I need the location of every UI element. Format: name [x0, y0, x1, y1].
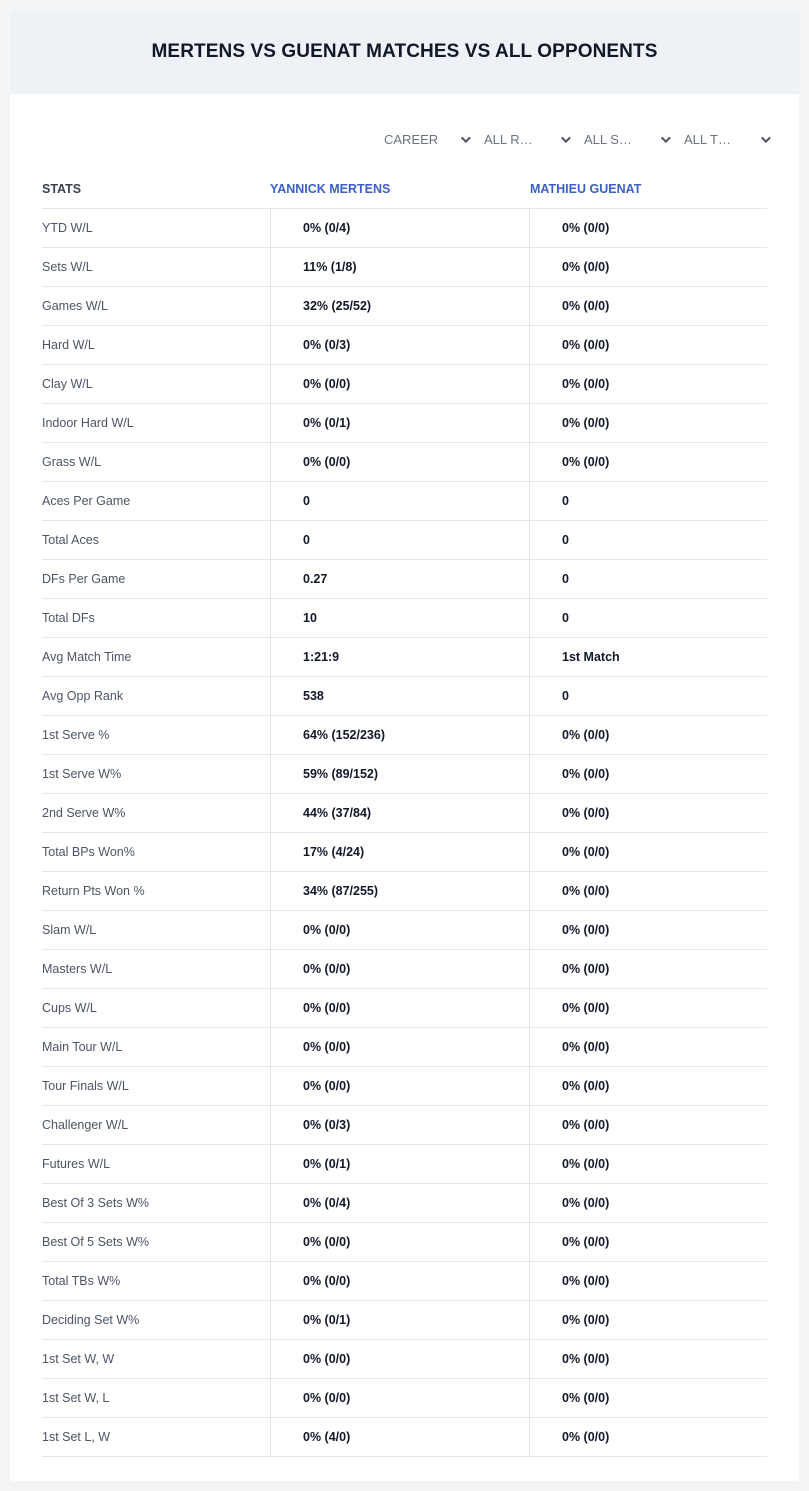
player1-link[interactable]: YANNICK MERTENS	[270, 182, 391, 196]
player1-value: 59% (89/152)	[270, 755, 529, 793]
table-row	[42, 560, 767, 599]
player2-value: 0% (0/0)	[529, 1184, 767, 1222]
stat-label: Masters W/L	[42, 962, 113, 976]
table-row	[42, 716, 767, 755]
stat-label: Best Of 5 Sets W%	[42, 1235, 149, 1249]
stat-label: Deciding Set W%	[42, 1313, 140, 1327]
player1-value: 17% (4/24)	[270, 833, 529, 871]
player2-value: 0% (0/0)	[529, 1028, 767, 1066]
stats-card	[10, 10, 799, 1481]
player2-value: 0	[529, 560, 767, 598]
player1-value: 11% (1/8)	[270, 248, 529, 286]
table-row	[42, 287, 767, 326]
player2-value: 0% (0/0)	[529, 1379, 767, 1417]
player2-value: 0% (0/0)	[529, 872, 767, 910]
player2-value: 0% (0/0)	[529, 1106, 767, 1144]
player1-value: 0% (0/0)	[270, 911, 529, 949]
table-row	[42, 365, 767, 404]
player1-value: 0% (0/1)	[270, 1145, 529, 1183]
filter-label: ALL T…	[684, 131, 731, 147]
table-row	[42, 326, 767, 365]
stat-label: Futures W/L	[42, 1157, 111, 1171]
stat-label: YTD W/L	[42, 221, 93, 235]
player2-value: 0	[529, 599, 767, 637]
table-row	[42, 1379, 767, 1418]
stat-label: Slam W/L	[42, 923, 97, 937]
filter-label: ALL S…	[584, 131, 632, 147]
player1-value: 0% (0/0)	[270, 365, 529, 403]
stat-label: Total TBs W%	[42, 1274, 121, 1288]
stat-label: Total Aces	[42, 533, 99, 547]
player1-value: 0% (0/0)	[270, 989, 529, 1027]
player1-value: 0.27	[270, 560, 529, 598]
player2-value: 0% (0/0)	[529, 1301, 767, 1339]
stat-label: Tour Finals W/L	[42, 1079, 129, 1093]
player2-value: 0% (0/0)	[529, 287, 767, 325]
player1-value: 0% (0/3)	[270, 1106, 529, 1144]
player2-value: 0% (0/0)	[529, 1418, 767, 1456]
player2-value: 0% (0/0)	[529, 1223, 767, 1261]
player2-value: 0% (0/0)	[529, 1262, 767, 1300]
player2-value: 0% (0/0)	[529, 443, 767, 481]
player2-value: 0% (0/0)	[529, 365, 767, 403]
player2-link[interactable]: MATHIEU GUENAT	[530, 182, 642, 196]
table-row	[42, 950, 767, 989]
stat-label: Aces Per Game	[42, 494, 131, 508]
player1-value: 0% (0/4)	[270, 209, 529, 247]
player2-value: 0% (0/0)	[529, 911, 767, 949]
stat-label: 1st Serve W%	[42, 767, 122, 781]
filter-label: CAREER	[384, 131, 439, 147]
chevron-down-icon	[461, 133, 471, 143]
player1-value: 0% (0/0)	[270, 950, 529, 988]
player1-value: 538	[270, 677, 529, 715]
player2-value: 0% (0/0)	[529, 1145, 767, 1183]
table-row	[42, 443, 767, 482]
stat-label: Best Of 3 Sets W%	[42, 1196, 149, 1210]
player1-value: 1:21:9	[270, 638, 529, 676]
chevron-down-icon	[561, 133, 571, 143]
table-row	[42, 911, 767, 950]
table-row	[42, 1067, 767, 1106]
player1-value: 0	[270, 521, 529, 559]
player1-value: 0% (4/0)	[270, 1418, 529, 1456]
stat-label: Return Pts Won %	[42, 884, 145, 898]
player1-value: 0% (0/4)	[270, 1184, 529, 1222]
player2-value: 0% (0/0)	[529, 1067, 767, 1105]
player1-value: 0% (0/1)	[270, 1301, 529, 1339]
table-header	[42, 170, 767, 208]
player2-value: 0% (0/0)	[529, 755, 767, 793]
table-row	[42, 677, 767, 716]
table-row	[42, 1223, 767, 1262]
stat-label: 2nd Serve W%	[42, 806, 126, 820]
surface-filter-select[interactable]	[584, 128, 684, 150]
stat-label: Main Tour W/L	[42, 1040, 123, 1054]
table-row	[42, 1106, 767, 1145]
table-row	[42, 755, 767, 794]
stat-label: Cups W/L	[42, 1001, 97, 1015]
stat-label: Grass W/L	[42, 455, 102, 469]
player1-value: 0% (0/3)	[270, 326, 529, 364]
table-row	[42, 248, 767, 287]
table-row	[42, 833, 767, 872]
player1-value: 0% (0/0)	[270, 1379, 529, 1417]
player2-value: 0% (0/0)	[529, 833, 767, 871]
chevron-down-icon	[761, 133, 771, 143]
player2-value: 0	[529, 482, 767, 520]
player1-value: 0	[270, 482, 529, 520]
table-row	[42, 1145, 767, 1184]
page-title: MERTENS VS GUENAT MATCHES VS ALL OPPONENTS	[151, 41, 658, 62]
stat-label: Total BPs Won%	[42, 845, 135, 859]
stat-label: 1st Serve %	[42, 728, 110, 742]
table-row	[42, 1262, 767, 1301]
stat-label: Games W/L	[42, 299, 108, 313]
player1-value: 0% (0/0)	[270, 1067, 529, 1105]
stat-label: 1st Set W, L	[42, 1391, 110, 1405]
player1-value: 44% (37/84)	[270, 794, 529, 832]
stat-label: Indoor Hard W/L	[42, 416, 134, 430]
table-row	[42, 1418, 767, 1457]
player1-value: 34% (87/255)	[270, 872, 529, 910]
table-row	[42, 1028, 767, 1067]
table-row	[42, 482, 767, 521]
table-row	[42, 1340, 767, 1379]
chevron-down-icon	[661, 133, 671, 143]
period-filter-select[interactable]	[384, 128, 484, 150]
player1-value: 10	[270, 599, 529, 637]
player2-value: 0% (0/0)	[529, 1340, 767, 1378]
stat-label: Challenger W/L	[42, 1118, 129, 1132]
player2-value: 0% (0/0)	[529, 794, 767, 832]
table-row	[42, 209, 767, 248]
stat-label: 1st Set L, W	[42, 1430, 111, 1444]
stat-label: Clay W/L	[42, 377, 93, 391]
filter-label: ALL R…	[484, 131, 533, 147]
stat-label: Hard W/L	[42, 338, 95, 352]
player1-value: 0% (0/0)	[270, 443, 529, 481]
table-row	[42, 599, 767, 638]
tournament-filter-select[interactable]	[684, 128, 784, 150]
player2-value: 0	[529, 677, 767, 715]
player2-value: 0% (0/0)	[529, 209, 767, 247]
player2-value: 0	[529, 521, 767, 559]
stats-table-body	[42, 208, 767, 1457]
table-row	[42, 1184, 767, 1223]
player1-value: 0% (0/0)	[270, 1223, 529, 1261]
player1-value: 64% (152/236)	[270, 716, 529, 754]
player1-value: 0% (0/0)	[270, 1262, 529, 1300]
table-row	[42, 521, 767, 560]
player2-value: 0% (0/0)	[529, 248, 767, 286]
player2-value: 0% (0/0)	[529, 989, 767, 1027]
stat-label: Sets W/L	[42, 260, 93, 274]
player2-value: 0% (0/0)	[529, 404, 767, 442]
table-row	[42, 872, 767, 911]
player2-value: 1st Match	[529, 638, 767, 676]
table-row	[42, 1301, 767, 1340]
table-row	[42, 404, 767, 443]
player2-value: 0% (0/0)	[529, 950, 767, 988]
player1-value: 0% (0/0)	[270, 1028, 529, 1066]
stat-label: DFs Per Game	[42, 572, 126, 586]
player2-value: 0% (0/0)	[529, 326, 767, 364]
stat-label: Avg Match Time	[42, 650, 132, 664]
player1-value: 0% (0/1)	[270, 404, 529, 442]
table-row	[42, 989, 767, 1028]
stats-column-header: STATS	[42, 182, 82, 196]
player1-value: 0% (0/0)	[270, 1340, 529, 1378]
player1-value: 32% (25/52)	[270, 287, 529, 325]
round-filter-select[interactable]	[484, 128, 584, 150]
card-header	[10, 10, 799, 94]
stat-label: 1st Set W, W	[42, 1352, 115, 1366]
filter-bar	[384, 128, 784, 150]
table-row	[42, 638, 767, 677]
player2-value: 0% (0/0)	[529, 716, 767, 754]
table-row	[42, 794, 767, 833]
stat-label: Total DFs	[42, 611, 95, 625]
stat-label: Avg Opp Rank	[42, 689, 124, 703]
